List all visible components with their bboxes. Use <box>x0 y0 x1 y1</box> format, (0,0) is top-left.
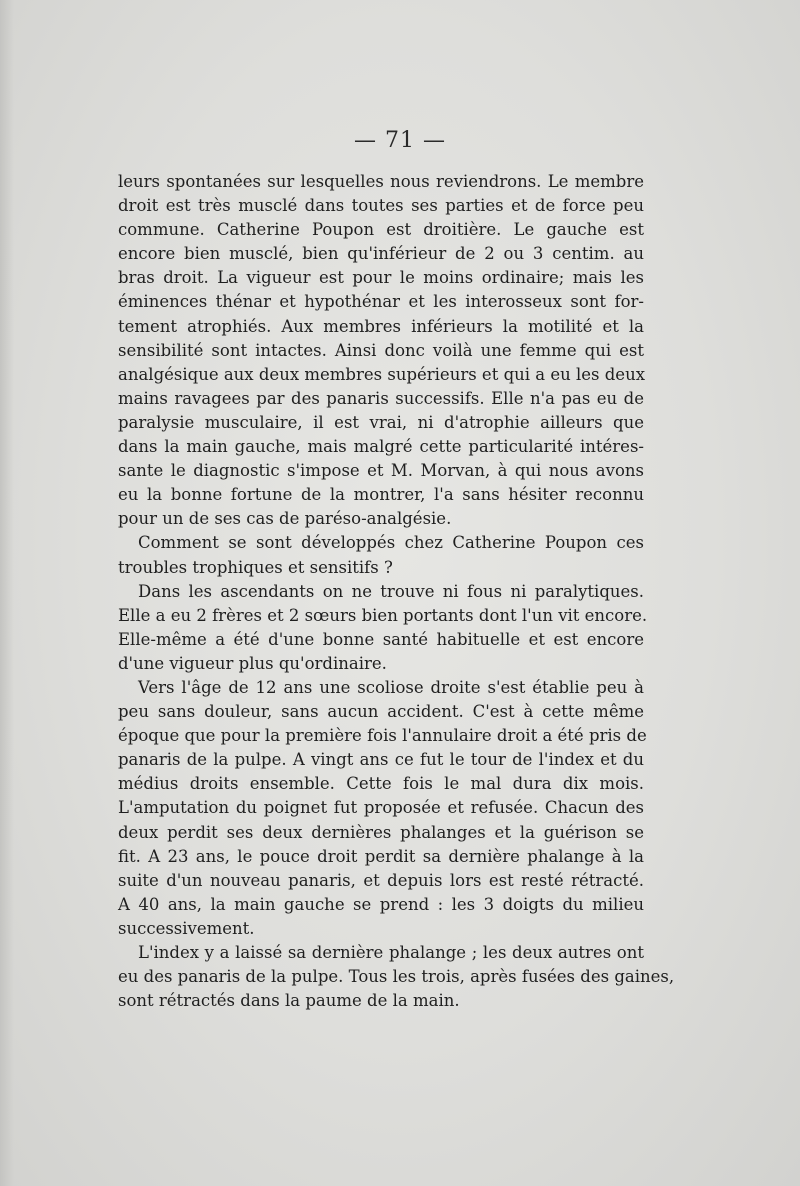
text-line: mains ravagees par des panaris successifs. Elle n'a pas eu de <box>118 388 644 408</box>
text-line: Dans les ascendants on ne trouve ni fous ni paralytiques. <box>138 581 644 601</box>
text-line: eu la bonne fortune de la montrer, l'a sans hésiter reconnu <box>118 485 644 505</box>
text-line: deux perdit ses deux dernières phalanges et la guérison se <box>118 822 644 842</box>
text-line: paralysie musculaire, il est vrai, ni d'atrophie ailleurs que <box>118 412 644 432</box>
text-line: eu des panaris de la pulpe. Tous les trois, après fusées des gaines, <box>118 967 675 987</box>
text-line: troubles trophiques et sensitifs ? <box>118 557 393 577</box>
text-line: L'index y a laissé sa dernière phalange ; les deux autres ont <box>138 943 644 962</box>
text-line: bras droit. La vigueur est pour le moins ordinaire; mais les <box>118 268 644 288</box>
text-line: droit est très musclé dans toutes ses parties et de force peu <box>118 196 644 216</box>
body-text <box>118 170 675 1013</box>
page-edge-shadow <box>0 0 14 1186</box>
text-line: fit. A 23 ans, le pouce droit perdit sa dernière phalange à la <box>118 846 644 866</box>
text-line: commune. Catherine Poupon est droitière. Le gauche est <box>118 220 644 240</box>
text-line: analgésique aux deux membres supérieurs et qui a eu les deux <box>118 364 646 384</box>
text-line: dans la main gauche, mais malgré cette particularité intéres- <box>118 437 644 457</box>
text-line: A 40 ans, la main gauche se prend : les 3 doigts du milieu <box>118 894 644 914</box>
text-line: successivement. <box>118 918 255 938</box>
text-line: Elle-même a été d'une bonne santé habituelle et est encore <box>118 629 644 649</box>
text-line: éminences thénar et hypothénar et les interosseux sont for- <box>118 292 644 312</box>
text-line: médius droits ensemble. Cette fois le mal dura dix mois. <box>118 774 644 794</box>
text-line: époque que pour la première fois l'annulaire droit a été pris de <box>118 726 647 746</box>
page-number-header: — 71 — <box>354 128 446 153</box>
text-line: Elle a eu 2 frères et 2 sœurs bien portants dont l'un vit encore. <box>118 605 648 625</box>
text-line: suite d'un nouveau panaris, et depuis lors est resté rétracté. <box>118 870 644 890</box>
text-line: sont rétractés dans la paume de la main. <box>118 991 460 1011</box>
text-line: d'une vigueur plus qu'ordinaire. <box>118 653 387 673</box>
text-line: tement atrophiés. Aux membres inférieurs la motilité et la <box>118 316 644 336</box>
text-line: encore bien musclé, bien qu'inférieur de 2 ou 3 centim. au <box>118 244 644 264</box>
text-line: L'amputation du poignet fut proposée et refusée. Chacun des <box>118 798 644 818</box>
text-line: panaris de la pulpe. A vingt ans ce fut le tour de l'index et du <box>118 750 644 770</box>
text-line: Comment se sont développés chez Catherine Poupon ces <box>138 533 644 553</box>
text-line: leurs spontanées sur lesquelles nous reviendrons. Le membre <box>118 172 644 191</box>
text-line: pour un de ses cas de paréso-analgésie. <box>118 509 452 529</box>
text-line: Vers l'âge de 12 ans une scoliose droite s'est établie peu à <box>138 677 644 697</box>
text-line: peu sans douleur, sans aucun accident. C'est à cette même <box>118 702 644 722</box>
text-line: sensibilité sont intactes. Ainsi donc voilà une femme qui est <box>118 340 644 360</box>
text-line: sante le diagnostic s'impose et M. Morvan, à qui nous avons <box>118 461 644 481</box>
